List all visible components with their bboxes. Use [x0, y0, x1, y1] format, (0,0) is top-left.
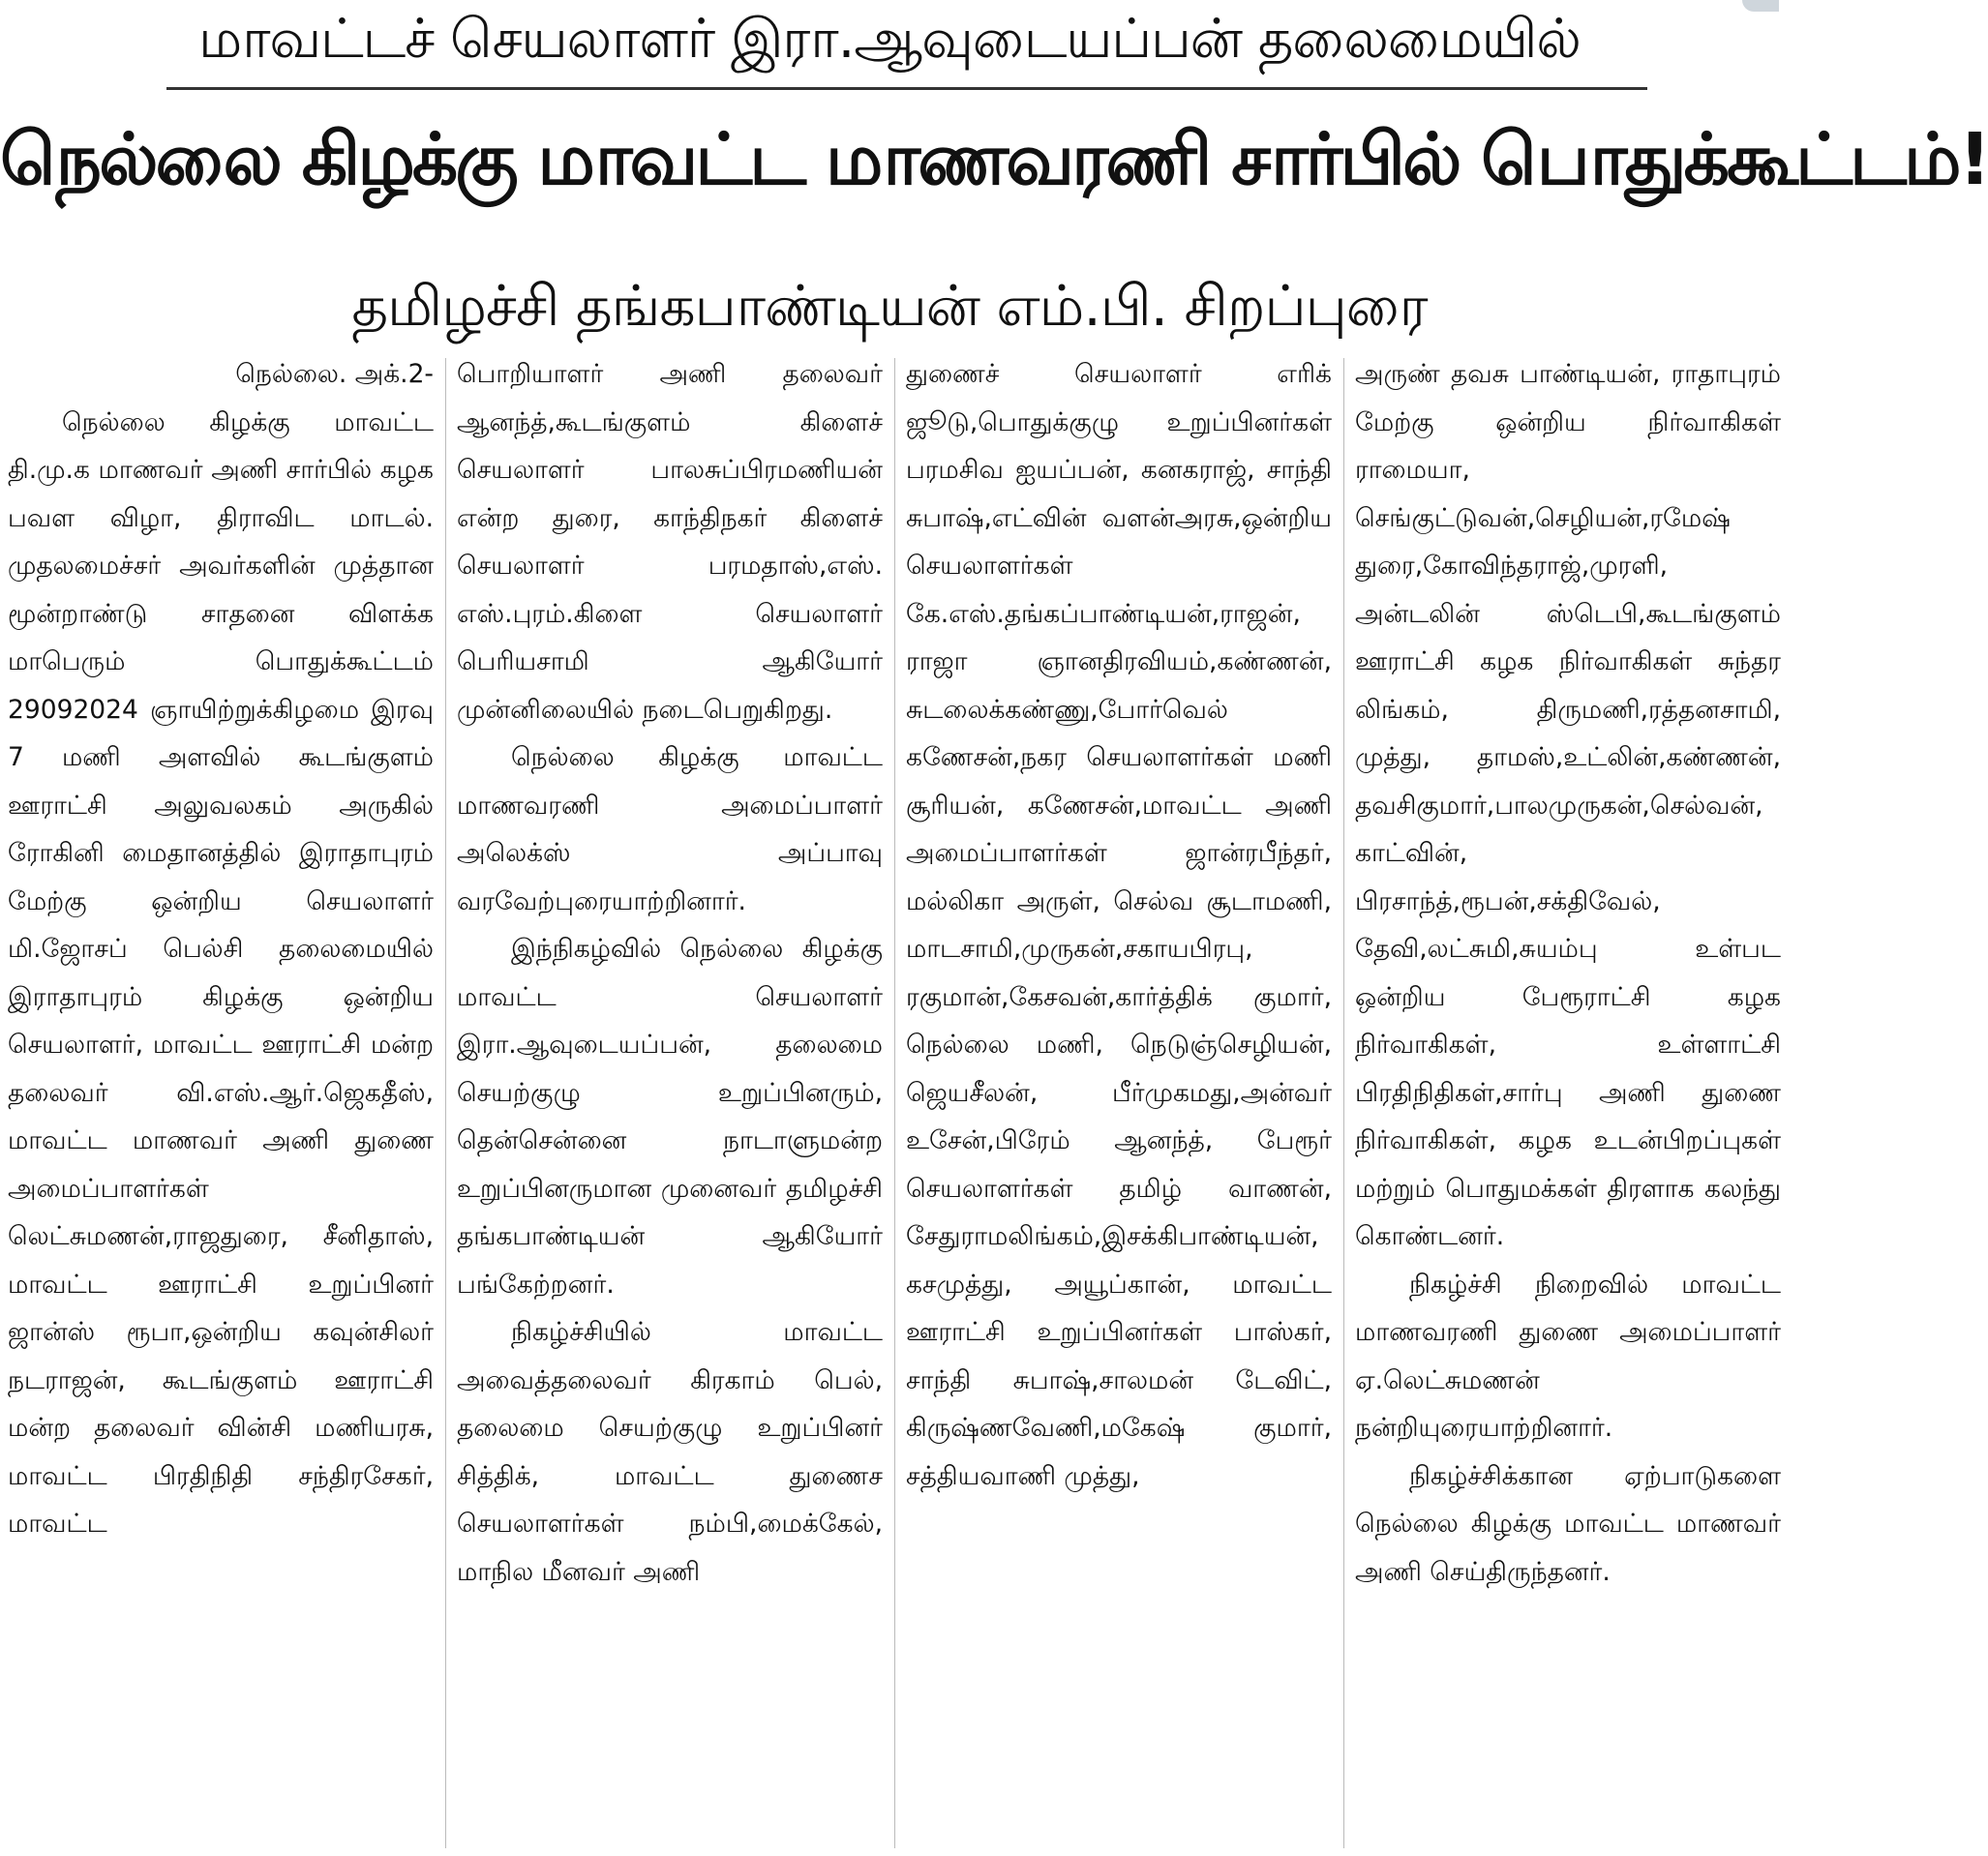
article-paragraph: பொறியாளர் அணி தலைவர் ஆனந்த்,கூடங்குளம் கிளைச் செயலாளர் பாலசுப்பிரமணியன் என்ற துரை, காந்திநகர் கிளைச் செயலாளர் பரமதாஸ்,எஸ். எஸ்.புரம்.கிளை செயலாளர் பெரியசாமி ஆகியோர் முன்னிலையில் நடைபெறுகிறது. — [457, 359, 883, 725]
kicker-line: மாவட்டச் செயலாளர் இரா.ஆவுடையப்பன் தலைமையில் — [198, 8, 1581, 71]
article-column-3 — [906, 350, 1332, 1856]
subheadline: தமிழச்சி தங்கபாண்டியன் எம்.பி. சிறப்புரை — [351, 273, 1428, 339]
article-column-4 — [1355, 350, 1781, 1856]
article-paragraph: நிகழ்ச்சிக்கான ஏற்பாடுகளை நெல்லை கிழக்கு மாவட்ட மாணவர் அணி செய்திருந்தனர். — [1355, 1460, 1781, 1587]
article-body — [8, 350, 1781, 1856]
article-paragraph: நிகழ்ச்சி நிறைவில் மாவட்ட மாணவரணி துணை அமைப்பாளர் ஏ.லெட்சுமணன் நன்றியுரையாற்றினார். — [1355, 1269, 1781, 1443]
column-divider — [894, 358, 895, 1848]
article-paragraph: துணைச் செயலாளர் எரிக் ஜூடு,பொதுக்குழு உறுப்பினர்கள் பரமசிவ ஐயப்பன், கனகராஜ், சாந்தி சுபாஷ்,எட்வின் வளன்அரசு,ஒன்றிய செயலாளர்கள் கே.எஸ்.தங்கப்பாண்டியன்,ராஜன், ராஜா ஞானதிரவியம்,கண்ணன், சுடலைக்கண்ணு,போர்வெல் கணேசன்,நகர செயலாளர்கள் மணி சூரியன், கணேசன்,மாவட்ட அணி அமைப்பாளர்கள் ஜான்ரபீந்தர், மல்லிகா அருள், செல்வ சூடாமணி, மாடசாமி,முருகன்,சகாயபிரபு, ரகுமான்,கேசவன்,கார்த்திக் குமார், நெல்லை மணி, நெடுஞ்செழியன், ஜெயசீலன், பீர்முகமது,அன்வர் உசேன்,பிரேம் ஆனந்த், பேரூர் செயலாளர்கள் தமிழ் வாணன், சேதுராமலிங்கம்,இசக்கிபாண்டியன், கசமுத்து, அயூப்கான், மாவட்ட ஊராட்சி உறுப்பினர்கள் பாஸ்கர், சாந்தி சுபாஷ்,சாலமன் டேவிட், கிருஷ்ணவேணி,மகேஷ் குமார், சத்தியவாணி முத்து, — [906, 359, 1332, 1491]
kicker-divider — [166, 87, 1647, 90]
article-paragraph: நிகழ்ச்சியில் மாவட்ட அவைத்தலைவர் கிரகாம் பெல், தலைமை செயற்குழு உறுப்பினர் சித்திக், மாவட்ட துணைச செயலாளர்கள் நம்பி,மைக்கேல், மாநில மீனவர் அணி — [457, 1317, 883, 1587]
article-paragraph: இந்நிகழ்வில் நெல்லை கிழக்கு மாவட்ட செயலாளர் இரா.ஆவுடையப்பன், தலைமை செயற்குழு உறுப்பினரும், தென்சென்னை நாடாளுமன்ற உறுப்பினருமான முனைவர் தமிழச்சி தங்கபாண்டியன் ஆகியோர் பங்கேற்றனர். — [457, 934, 883, 1300]
headline: நெல்லை கிழக்கு மாவட்ட மாணவரணி சார்பில் பொதுக்கூட்டம்! — [0, 118, 1988, 201]
article-paragraph: அருண் தவசு பாண்டியன், ராதாபுரம் மேற்கு ஒன்றிய நிர்வாகிகள் ராமையா, செங்குட்டுவன்,செழியன்,ரமேஷ் துரை,கோவிந்தராஜ்,முரளி, அன்டலின் ஸ்டெபி,கூடங்குளம் ஊராட்சி கழக நிர்வாகிகள் சுந்தர லிங்கம், திருமணி,ரத்தனசாமி, முத்து, தாமஸ்,உட்லின்,கண்ணன், தவசிகுமார்,பாலமுருகன்,செல்வன், காட்வின், பிரசாந்த்,ரூபன்,சக்திவேல், தேவி,லட்சுமி,சுயம்பு உள்பட ஒன்றிய பேரூராட்சி கழக நிர்வாகிகள், உள்ளாட்சி பிரதிநிதிகள்,சார்பு அணி துணை நிர்வாகிகள், கழக உடன்பிறப்புகள் மற்றும் பொதுமக்கள் திரளாக கலந்து கொண்டனர். — [1355, 359, 1781, 1251]
article-paragraph: நெல்லை கிழக்கு மாவட்ட தி.மு.க மாணவர் அணி சார்பில் கழக பவள விழா, திராவிட மாடல். முதலமைச்சர் அவர்களின் முத்தான மூன்றாண்டு சாதனை விளக்க மாபெரும் பொதுக்கூட்டம் 29092024 ஞாயிற்றுக்கிழமை இரவு 7 மணி அளவில் கூடங்குளம் ஊராட்சி அலுவலகம் அருகில் ரோகினி மைதானத்தில் இராதாபுரம் மேற்கு ஒன்றிய செயலாளர் மி.ஜோசப் பெல்சி தலைமையில் இராதாபுரம் கிழக்கு ஒன்றிய செயலாளர், மாவட்ட ஊராட்சி மன்ற தலைவர் வி.எஸ்.ஆர்.ஜெகதீஸ், மாவட்ட மாணவர் அணி துணை அமைப்பாளர்கள் லெட்சுமணன்,ராஜதுரை, சீனிதாஸ், மாவட்ட ஊராட்சி உறுப்பினர் ஜான்ஸ் ரூபா,ஒன்றிய கவுன்சிலர் நடராஜன், கூடங்குளம் ஊராட்சி மன்ற தலைவர் வின்சி மணியரசு, மாவட்ட பிரதிநிதி சந்திரசேகர், மாவட்ட — [8, 406, 434, 1539]
column-divider — [1343, 358, 1344, 1848]
article-column-2 — [457, 350, 883, 1856]
article-paragraph: நெல்லை. அக்.2- — [235, 359, 434, 389]
column-divider — [445, 358, 446, 1848]
article-column-1 — [8, 350, 434, 1856]
article-paragraph: நெல்லை கிழக்கு மாவட்ட மாணவரணி அமைப்பாளர் அலெக்ஸ் அப்பாவு வரவேற்புரையாற்றினார். — [457, 742, 883, 916]
